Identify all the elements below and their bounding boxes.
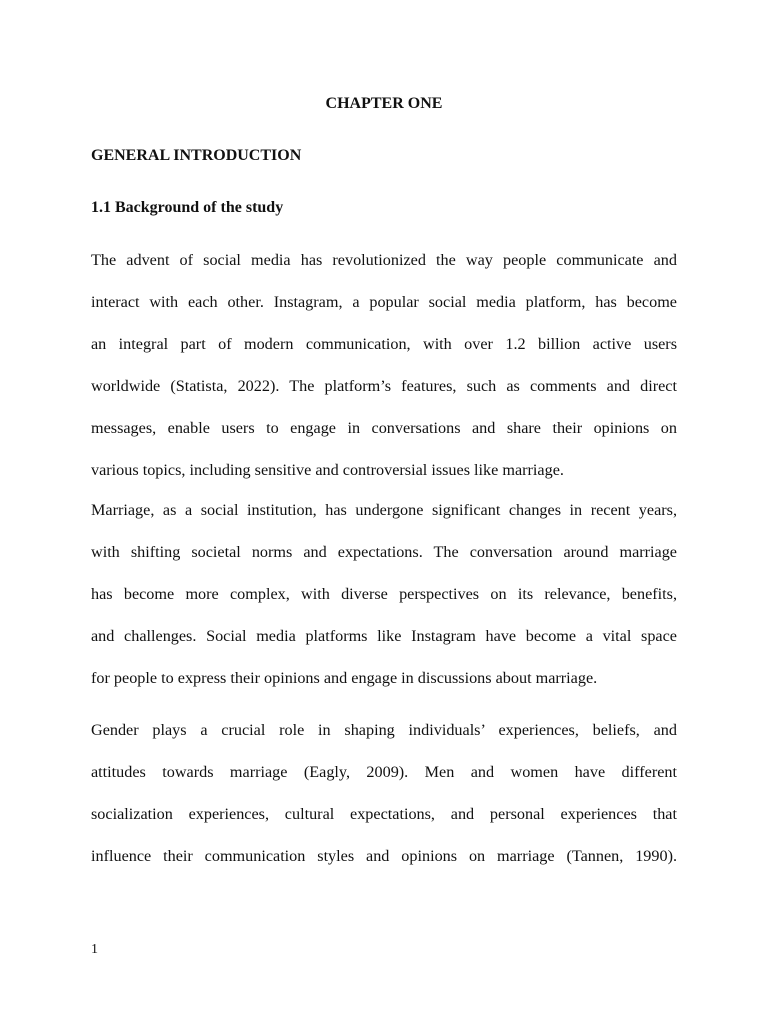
paragraph-line: worldwide (Statista, 2022). The platform’s features, such as comments and direct xyxy=(91,377,677,395)
page-number: 1 xyxy=(91,942,98,957)
chapter-title: CHAPTER ONE xyxy=(325,95,443,112)
paragraph-line: The advent of social media has revolutionized the way people communicate and xyxy=(91,251,677,269)
section-heading: GENERAL INTRODUCTION xyxy=(91,147,302,164)
paragraph-line: with shifting societal norms and expectations. The conversation around marriage xyxy=(91,543,677,561)
paragraph-line: an integral part of modern communication, with over 1.2 billion active users xyxy=(91,335,677,353)
subsection-heading: 1.1 Background of the study xyxy=(91,199,284,216)
paragraph-line: attitudes towards marriage (Eagly, 2009). Men and women have different xyxy=(91,763,677,781)
paragraph-line: and challenges. Social media platforms like Instagram have become a vital space xyxy=(91,627,677,645)
paragraph-marriage xyxy=(91,498,677,708)
paragraph-line: messages, enable users to engage in conversations and share their opinions on xyxy=(91,419,677,437)
paragraph-line: interact with each other. Instagram, a popular social media platform, has become xyxy=(91,293,677,311)
paragraph-line: influence their communication styles and opinions on marriage (Tannen, 1990). xyxy=(91,847,677,865)
paragraph-line: Marriage, as a social institution, has undergone significant changes in recent years, xyxy=(91,501,677,519)
paragraph-gender xyxy=(91,718,677,886)
paragraph-line: various topics, including sensitive and controversial issues like marriage. xyxy=(91,461,564,479)
paragraph-line: has become more complex, with diverse perspectives on its relevance, benefits, xyxy=(91,585,677,603)
paragraph-line: for people to express their opinions and engage in discussions about marriage. xyxy=(91,669,598,687)
paragraph-line: Gender plays a crucial role in shaping individuals’ experiences, beliefs, and xyxy=(91,721,677,739)
paragraph-social-media xyxy=(91,248,677,500)
paragraph-line: socialization experiences, cultural expectations, and personal experiences that xyxy=(91,805,677,823)
